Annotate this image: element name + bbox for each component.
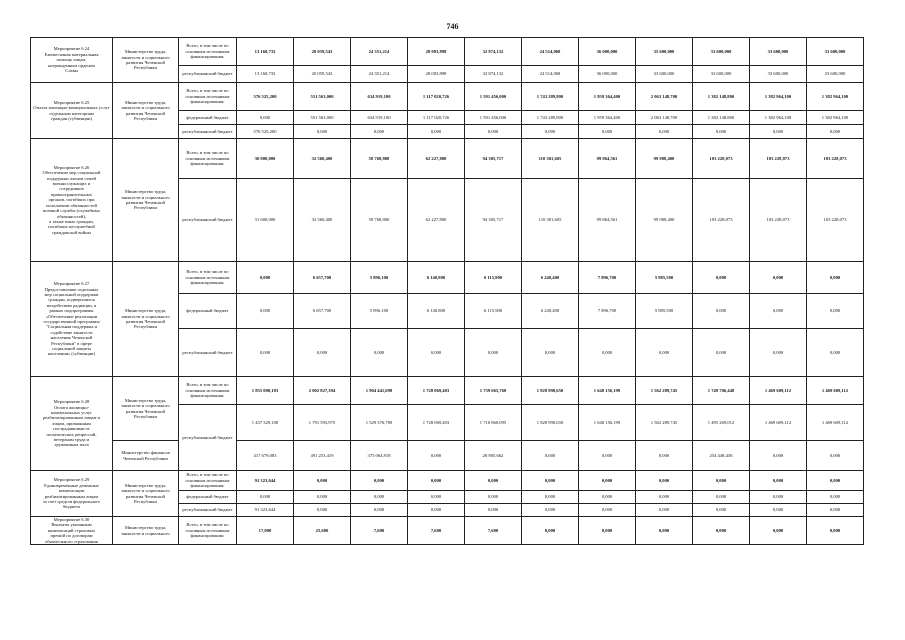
amount-cell: 634 919,100 (351, 111, 408, 125)
amount-cell: 28 003,898 (408, 66, 465, 83)
amount-cell: 0,000 (408, 491, 465, 504)
amount-cell: 0,000 (294, 471, 351, 491)
amount-cell: 20 059,543 (294, 66, 351, 83)
table-row (31, 471, 864, 491)
amount-cell: 5 985,500 (636, 294, 693, 329)
funding-source-cell: Всего, в том числе по основным источникам финансирования: (179, 38, 237, 66)
amount-cell: 0,000 (636, 471, 693, 491)
amount-cell: 1 855 000,183 (237, 377, 294, 405)
amount-cell: 32 560,400 (294, 139, 351, 179)
activity-name-cell: Мероприятие 6.26 Обеспечение мер социальной поддержки членов семей военнослужащих и сотрудников правоохранительных органов, погибших при исполнении обязанностей военной службы (служебных обязанностей), а также иных граждан, погибших неслужебной гражданской войны (31, 139, 113, 262)
amount-cell: 28 805,662 (465, 441, 522, 471)
amount-cell: 0,000 (465, 329, 522, 377)
amount-cell: 6 115,900 (465, 262, 522, 294)
amount-cell: 1 591 456,000 (465, 111, 522, 125)
amount-cell: 1 591 456,000 (465, 83, 522, 111)
amount-cell: 0,000 (522, 471, 579, 491)
funding-source-cell: федеральный бюджет (179, 111, 237, 125)
amount-cell: 417 679,083 (237, 441, 294, 471)
amount-cell: 103 228,073 (693, 179, 750, 262)
amount-cell: 0,000 (636, 441, 693, 471)
amount-cell: 0,000 (522, 491, 579, 504)
amount-cell: 1 562 289,745 (636, 377, 693, 405)
amount-cell: 0,000 (807, 125, 864, 139)
amount-cell: 0,000 (750, 294, 807, 329)
amount-cell: 0,000 (750, 262, 807, 294)
amount-cell: 0,000 (351, 125, 408, 139)
amount-cell: 91 323,644 (237, 471, 294, 491)
amount-cell: 5 896,100 (351, 294, 408, 329)
funding-source-cell: Всего, в том числе по основным источникам финансирования: (179, 377, 237, 405)
amount-cell: 6 140,800 (408, 294, 465, 329)
amount-cell: 33 600,000 (693, 38, 750, 66)
amount-cell: 0,000 (636, 504, 693, 517)
amount-cell: 103 228,073 (807, 179, 864, 262)
amount-cell: 1 469 609,112 (807, 377, 864, 405)
amount-cell: 1 382 964,100 (807, 83, 864, 111)
amount-cell: 576 525,200 (237, 125, 294, 139)
amount-cell: 103 228,073 (750, 179, 807, 262)
funding-source-cell: федеральный бюджет (179, 294, 237, 329)
amount-cell: 5 985,500 (636, 262, 693, 294)
amount-cell: 0,000 (579, 491, 636, 504)
amount-cell: 33 600,000 (807, 38, 864, 66)
activity-name-cell: Мероприятие 6.28 Оплата жилищно- коммунальных услуг реабилитированным лицам и лицам, признанным пострадавшими от политических репрессий, ветеранам труда и труженикам тыла (31, 377, 113, 471)
amount-cell: 1 959 364,400 (579, 83, 636, 111)
table-row (31, 517, 864, 545)
amount-cell: 0,000 (237, 294, 294, 329)
amount-cell: 31 600,000 (237, 179, 294, 262)
amount-cell: 103 228,073 (693, 139, 750, 179)
amount-cell: 1 828 990,650 (522, 377, 579, 405)
amount-cell: 551 563,000 (294, 83, 351, 111)
amount-cell: 0,000 (636, 517, 693, 545)
amount-cell: 0,000 (807, 262, 864, 294)
amount-cell: 0,000 (693, 125, 750, 139)
amount-cell: 0,000 (750, 471, 807, 491)
executor-cell: Министерство труда, занятости и социального развития Чеченской Республики (113, 83, 179, 139)
amount-cell: 1 495 269,012 (693, 405, 750, 441)
executor-cell: Министерство труда, занятости и социального развития Чеченской Республики (113, 262, 179, 377)
funding-source-cell: Всего, в том числе по основным источникам финансирования: (179, 139, 237, 179)
funding-source-cell: Всего, в том числе по основным источникам финансирования: (179, 262, 237, 294)
amount-cell: 0,000 (807, 504, 864, 517)
amount-cell: 28 003,898 (408, 38, 465, 66)
executor-cell: Министерство труда, занятости и социального развития Чеченской Республики (113, 139, 179, 262)
amount-cell: 1 469 609,112 (750, 405, 807, 441)
amount-cell: 20 059,543 (294, 38, 351, 66)
executor-cell: Министерство труда, занятости и социального развития Чеченской Республики (113, 38, 179, 83)
amount-cell: 0,000 (807, 491, 864, 504)
amount-cell: 0,000 (579, 517, 636, 545)
amount-cell: 6 657,700 (294, 294, 351, 329)
amount-cell: 13 160,733 (237, 38, 294, 66)
amount-cell: 1 904 441,698 (351, 377, 408, 405)
amount-cell: 1 117 020,726 (408, 83, 465, 111)
executor-cell: Министерство финансов Чеченской Республики (113, 441, 179, 471)
activity-name-cell: Мероприятие 6.30 Выплаты указанным компенсаций страховых премий по договорам обязательного страхования (31, 517, 113, 545)
amount-cell: 1 728 069,403 (408, 405, 465, 441)
amount-cell: 0,000 (237, 262, 294, 294)
amount-cell: 5 896,100 (351, 262, 408, 294)
amount-cell: 13 160,733 (237, 66, 294, 83)
amount-cell: 25,600 (294, 517, 351, 545)
amount-cell: 17,000 (237, 517, 294, 545)
executor-cell: Министерство труда, занятости и социального развития Чеченской Республики (113, 377, 179, 441)
amount-cell: 1 117 020,726 (408, 111, 465, 125)
page-number: 746 (446, 22, 459, 31)
funding-source-cell: республиканский бюджет (179, 329, 237, 377)
amount-cell: 36 000,000 (579, 38, 636, 66)
amount-cell: 33 600,000 (693, 66, 750, 83)
amount-cell: 0,000 (522, 441, 579, 471)
amount-cell: 110 301,605 (522, 139, 579, 179)
table-row (31, 139, 864, 179)
executor-cell: Министерство труда, занятости и социального (113, 517, 179, 545)
amount-cell: 24 351,214 (351, 66, 408, 83)
funding-source-cell: республиканский бюджет (179, 125, 237, 139)
amount-cell: 0,000 (579, 125, 636, 139)
amount-cell: 99 864,561 (579, 139, 636, 179)
amount-cell: 1 382 964,100 (807, 111, 864, 125)
amount-cell: 32 874,132 (465, 66, 522, 83)
amount-cell: 1 529 376,789 (351, 405, 408, 441)
amount-cell: 0,000 (693, 294, 750, 329)
amount-cell: 0,000 (294, 125, 351, 139)
amount-cell: 1 382 148,800 (693, 83, 750, 111)
amount-cell: 0,000 (237, 491, 294, 504)
amount-cell: 7,600 (351, 517, 408, 545)
amount-cell: 1 739 665,760 (465, 377, 522, 405)
amount-cell: 6 115,900 (465, 294, 522, 329)
amount-cell: 0,000 (465, 491, 522, 504)
amount-cell: 0,000 (522, 125, 579, 139)
activity-name-cell: Мероприятие 6.25 Оплата жилищно-коммунальных услуг отдельным категориям граждан (субвенции) (31, 83, 113, 139)
amount-cell: 0,000 (522, 517, 579, 545)
amount-cell: 32 560,400 (294, 179, 351, 262)
amount-cell: 1 648 156,199 (579, 377, 636, 405)
amount-cell: 6 240,400 (522, 262, 579, 294)
amount-cell: 99 988,400 (636, 179, 693, 262)
amount-cell: 1 959 364,400 (579, 111, 636, 125)
amount-cell: 33 600,000 (750, 38, 807, 66)
amount-cell: 0,000 (294, 504, 351, 517)
funding-source-cell: федеральный бюджет (179, 491, 237, 504)
amount-cell: 0,000 (693, 329, 750, 377)
amount-cell: 0,000 (750, 329, 807, 377)
amount-cell: 94 305,717 (465, 179, 522, 262)
amount-cell: 0,000 (294, 329, 351, 377)
amount-cell: 58 768,800 (351, 139, 408, 179)
amount-cell: 24 514,068 (522, 38, 579, 66)
funding-source-cell: республиканский бюджет (179, 504, 237, 517)
amount-cell: 6 140,800 (408, 262, 465, 294)
amount-cell: 1 562 289,745 (636, 405, 693, 441)
activity-name-cell: Мероприятие 6.27 Предоставление отдельных мер социальной поддержки граждан, подвергшихся воздействию радиации, в рамках подпрограммы «Обеспечение реализации государственной программы "Социальная поддержка и содействие занятости населения Чеченской Республики" в сфере социальной защиты населения» (субвенции) (31, 262, 113, 377)
amount-cell: 0,000 (522, 329, 579, 377)
table-row (31, 83, 864, 111)
amount-cell: 94 305,717 (465, 139, 522, 179)
funding-source-cell: республиканский бюджет (179, 179, 237, 262)
amount-cell: 0,000 (237, 111, 294, 125)
amount-cell: 0,000 (750, 491, 807, 504)
amount-cell: 0,000 (351, 491, 408, 504)
funding-source-cell: республиканский бюджет (179, 66, 237, 83)
amount-cell: 0,000 (807, 471, 864, 491)
amount-cell: 1 710 860,095 (465, 405, 522, 441)
amount-cell: 24 351,214 (351, 38, 408, 66)
amount-cell: 58 768,800 (351, 179, 408, 262)
amount-cell: 0,000 (465, 125, 522, 139)
amount-cell: 0,000 (579, 471, 636, 491)
amount-cell: 0,000 (465, 504, 522, 517)
amount-cell: 24 514,068 (522, 66, 579, 83)
amount-cell: 0,000 (636, 125, 693, 139)
amount-cell: 2 063 148,700 (636, 111, 693, 125)
amount-cell: 0,000 (408, 441, 465, 471)
amount-cell: 32 874,132 (465, 38, 522, 66)
table-row (31, 441, 864, 471)
amount-cell: 103 228,073 (750, 139, 807, 179)
amount-cell: 62 227,800 (408, 139, 465, 179)
amount-cell: 0,000 (807, 329, 864, 377)
activity-name-cell: Мероприятие 6.29 Единовременные денежные компенсации реабилитированным лицам за счет средств федерального бюджета (31, 471, 113, 517)
amount-cell: 0,000 (750, 517, 807, 545)
amount-cell: 0,000 (636, 329, 693, 377)
funding-source-cell: Всего, в том числе по основным источникам финансирования: (179, 517, 237, 545)
amount-cell: 0,000 (351, 471, 408, 491)
amount-cell: 1 648 156,199 (579, 405, 636, 441)
amount-cell: 0,000 (579, 329, 636, 377)
amount-cell: 1 469 609,112 (807, 405, 864, 441)
amount-cell: 7,600 (408, 517, 465, 545)
funding-source-cell: Всего, в том числе по основным источникам финансирования: (179, 471, 237, 491)
amount-cell: 33 600,000 (807, 66, 864, 83)
amount-cell: 6 657,700 (294, 262, 351, 294)
amount-cell: 0,000 (351, 504, 408, 517)
amount-cell: 0,000 (408, 125, 465, 139)
budget-table (30, 37, 864, 545)
table-row (31, 262, 864, 294)
amount-cell: 36 000,000 (579, 66, 636, 83)
amount-cell: 1 743 289,800 (522, 83, 579, 111)
amount-cell: 2 063 148,700 (636, 83, 693, 111)
amount-cell: 0,000 (465, 471, 522, 491)
amount-cell: 7 896,700 (579, 262, 636, 294)
amount-cell: 0,000 (408, 329, 465, 377)
amount-cell: 2 002 827,394 (294, 377, 351, 405)
amount-cell: 551 563,000 (294, 111, 351, 125)
amount-cell: 0,000 (294, 491, 351, 504)
amount-cell: 634 919,100 (351, 83, 408, 111)
amount-cell: 0,000 (750, 125, 807, 139)
amount-cell: 0,000 (807, 294, 864, 329)
amount-cell: 99 988,400 (636, 139, 693, 179)
amount-cell: 91 323,644 (237, 504, 294, 517)
amount-cell: 103 228,073 (807, 139, 864, 179)
amount-cell: 1 749 706,448 (693, 377, 750, 405)
amount-cell: 7,600 (465, 517, 522, 545)
amount-cell: 1 828 990,650 (522, 405, 579, 441)
amount-cell: 0,000 (807, 517, 864, 545)
amount-cell: 576 525,200 (237, 83, 294, 111)
executor-cell: Министерство труда, занятости и социального развития Чеченской Республики (113, 471, 179, 517)
amount-cell: 1 382 964,100 (750, 83, 807, 111)
amount-cell: 0,000 (579, 504, 636, 517)
amount-cell: 0,000 (579, 441, 636, 471)
amount-cell: 7 896,700 (579, 294, 636, 329)
amount-cell: 33 600,000 (750, 66, 807, 83)
amount-cell: 0,000 (693, 491, 750, 504)
amount-cell: 33 600,000 (636, 66, 693, 83)
activity-name-cell: Мероприятие 6.24 Ежемесячная материальная помощь лицам, награжденным орденом Славы (31, 38, 113, 83)
amount-cell: 35 600,000 (636, 38, 693, 66)
amount-cell: 1 791 593,975 (294, 405, 351, 441)
amount-cell: 0,000 (408, 471, 465, 491)
amount-cell: 0,000 (522, 504, 579, 517)
amount-cell: 0,000 (351, 329, 408, 377)
amount-cell: 1 382 964,100 (750, 111, 807, 125)
amount-cell: 62 227,800 (408, 179, 465, 262)
amount-cell: 0,000 (750, 504, 807, 517)
amount-cell: 99 864,561 (579, 179, 636, 262)
amount-cell: 0,000 (693, 504, 750, 517)
table-row (31, 38, 864, 66)
amount-cell: 0,000 (750, 441, 807, 471)
amount-cell: 6 240,400 (522, 294, 579, 329)
amount-cell: 0,000 (237, 329, 294, 377)
amount-cell: 375 064,918 (351, 441, 408, 471)
amount-cell: 491 253,419 (294, 441, 351, 471)
amount-cell: 0,000 (807, 441, 864, 471)
amount-cell: 1 469 609,112 (750, 377, 807, 405)
amount-cell: 0,000 (408, 504, 465, 517)
amount-cell: 1 728 069,403 (408, 377, 465, 405)
amount-cell: 0,000 (693, 517, 750, 545)
table-row (31, 377, 864, 405)
amount-cell: 254 448,436 (693, 441, 750, 471)
funding-source-cell: республиканский бюджет (179, 405, 237, 471)
amount-cell: 110 301,605 (522, 179, 579, 262)
amount-cell: 1 382 148,800 (693, 111, 750, 125)
funding-source-cell: Всего, в том числе по основным источникам финансирования: (179, 83, 237, 111)
amount-cell: 0,000 (636, 491, 693, 504)
amount-cell: 1 437 329,100 (237, 405, 294, 441)
amount-cell: 0,000 (693, 471, 750, 491)
amount-cell: 0,000 (693, 262, 750, 294)
amount-cell: 30 000,000 (237, 139, 294, 179)
amount-cell: 1 743 289,800 (522, 111, 579, 125)
